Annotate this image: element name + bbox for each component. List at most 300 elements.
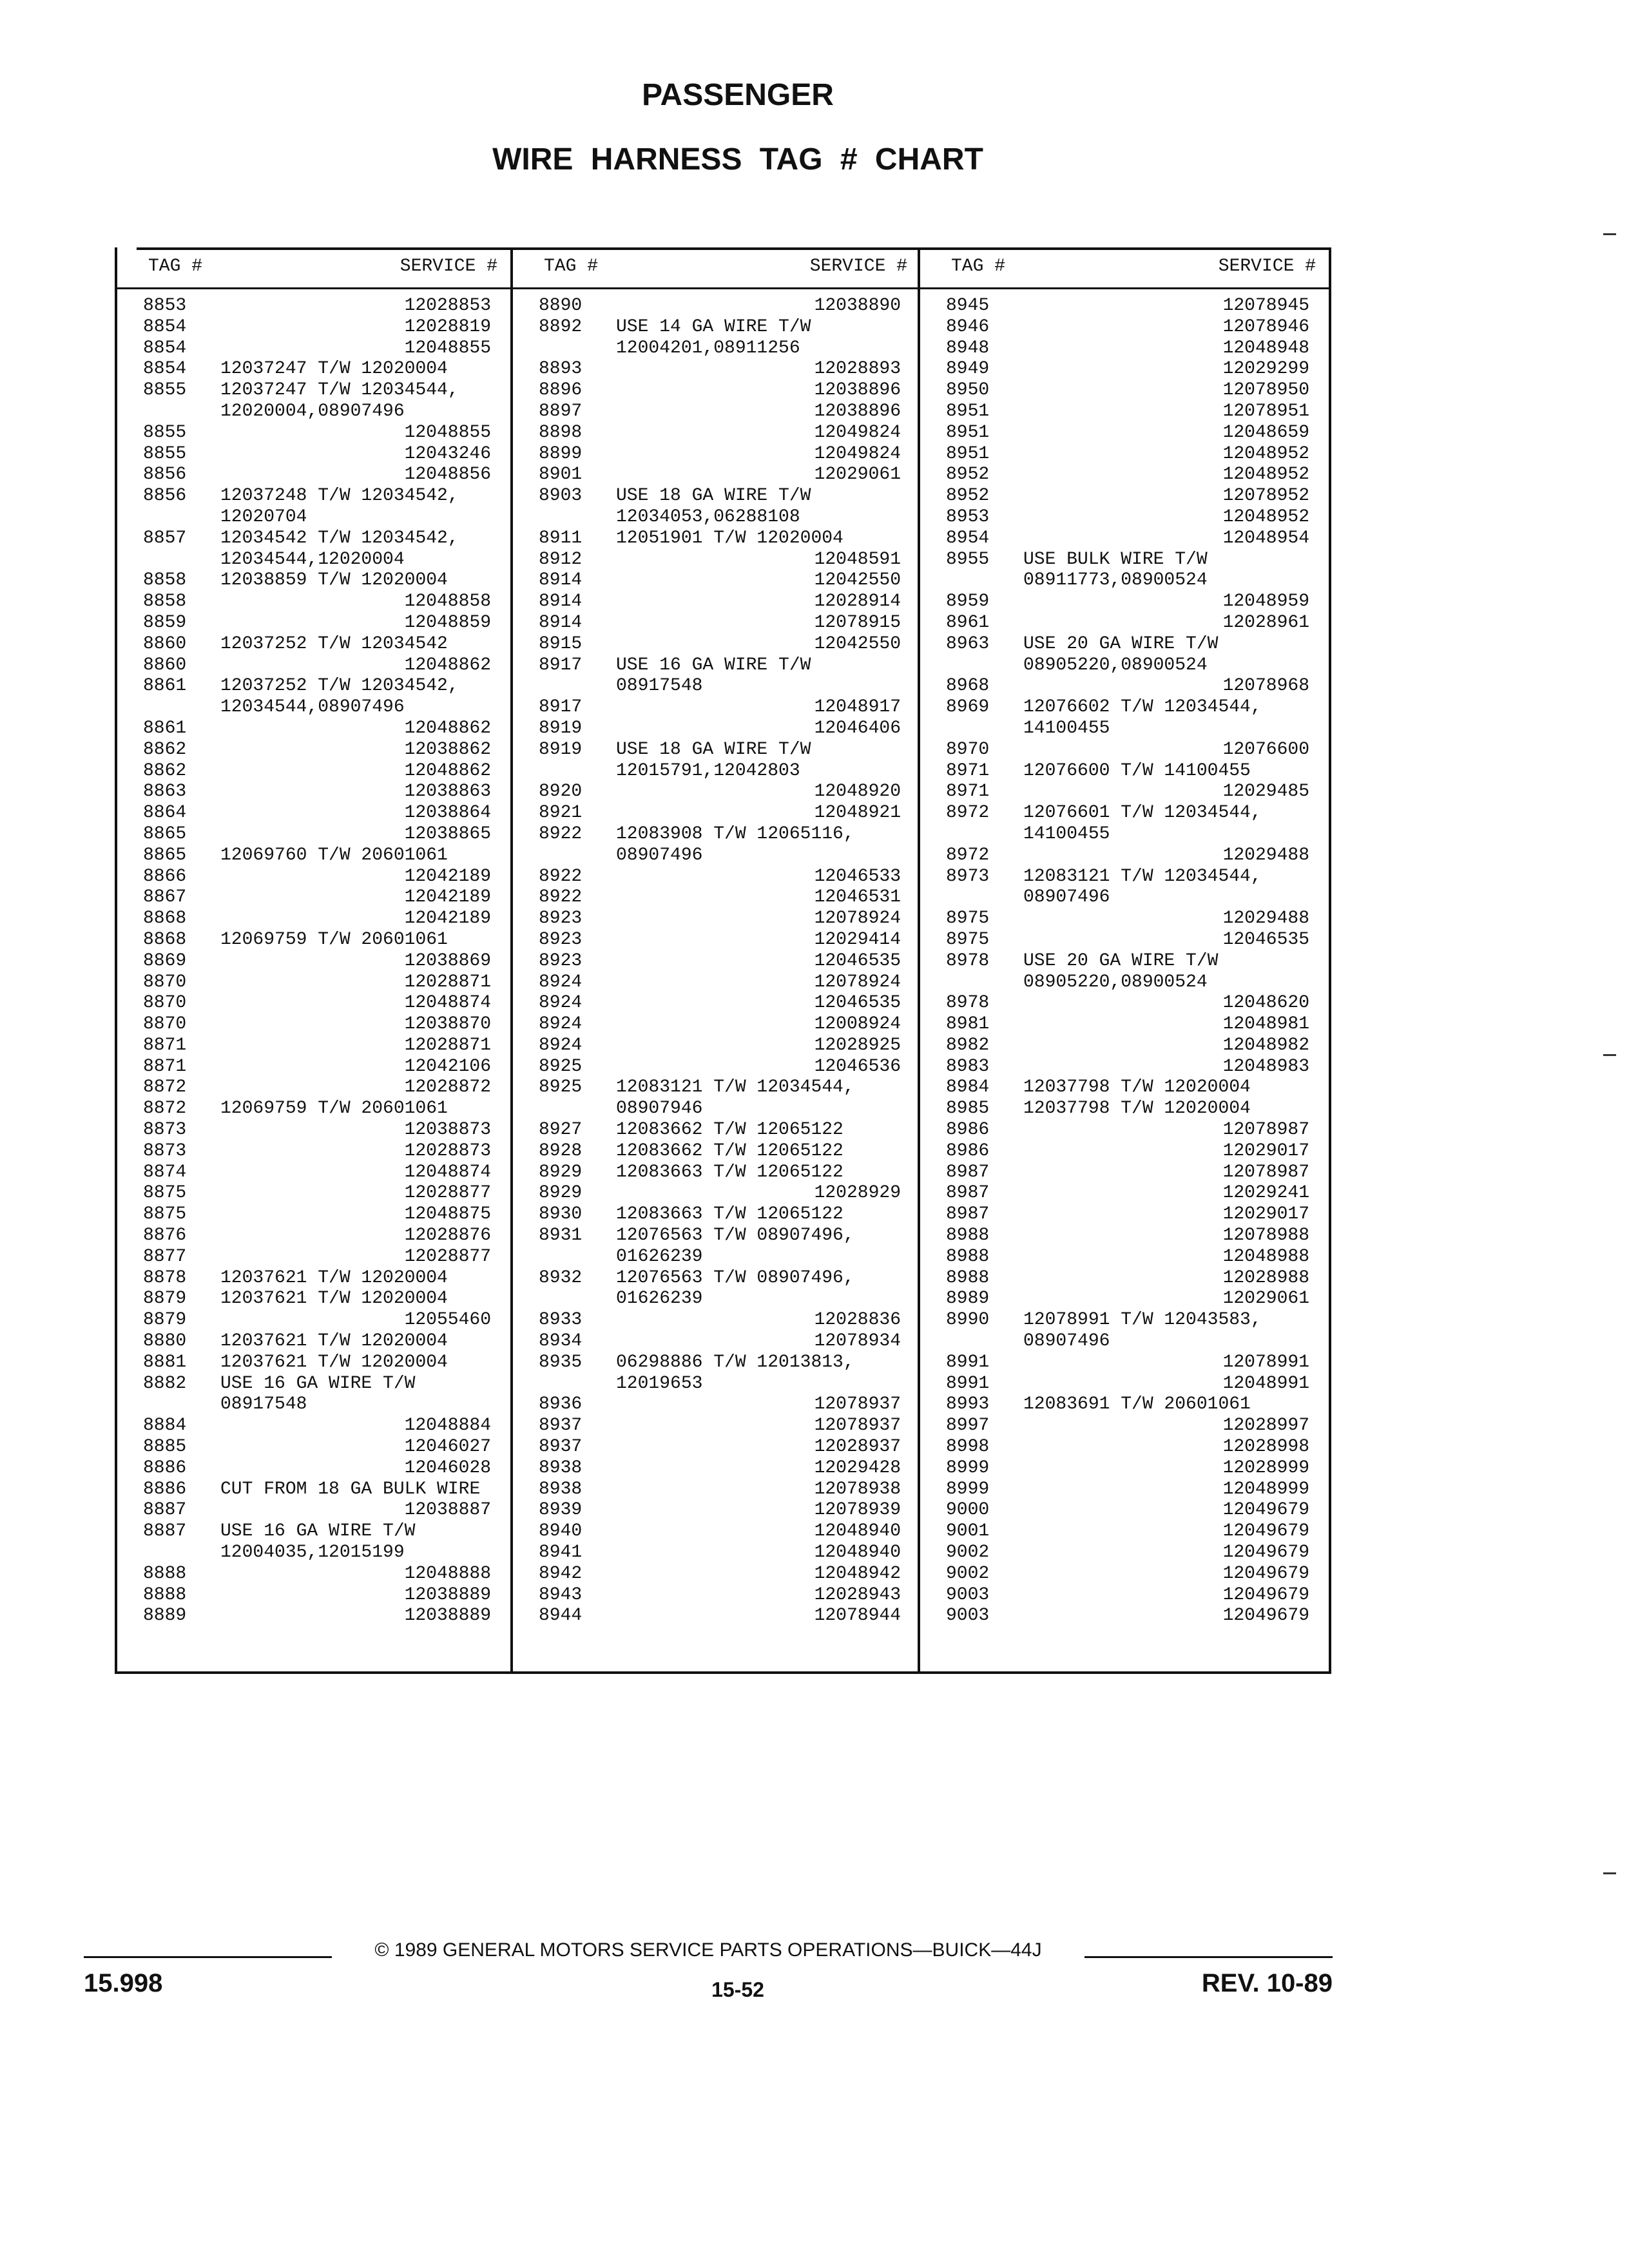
service-number: 12046028 xyxy=(404,1457,491,1478)
tag-number: 8993 xyxy=(946,1394,990,1415)
rows-col-2 xyxy=(513,296,920,1627)
tag-number: 8948 xyxy=(946,338,990,358)
tag-number: 8914 xyxy=(539,591,583,612)
service-note: 12034544,08907496 xyxy=(220,697,405,718)
table-row xyxy=(117,1120,510,1141)
table-row xyxy=(920,338,1329,360)
service-number: 12038864 xyxy=(404,803,491,823)
page-title-line1: PASSENGER xyxy=(642,78,834,112)
tag-number: 8873 xyxy=(143,1120,187,1140)
tag-number: 8897 xyxy=(539,401,583,421)
table-row xyxy=(920,887,1329,908)
tag-number: 8952 xyxy=(946,465,990,485)
service-number: 12048884 xyxy=(404,1416,491,1436)
service-number: 12076600 xyxy=(1222,739,1309,760)
service-number: 12078924 xyxy=(814,908,901,929)
tag-number: 8987 xyxy=(946,1183,990,1204)
table-row xyxy=(117,1416,510,1437)
table-row xyxy=(920,782,1329,803)
table-row xyxy=(117,338,510,360)
tag-number: 8890 xyxy=(539,296,583,316)
table-row xyxy=(920,761,1329,782)
tag-number: 8865 xyxy=(143,845,187,865)
tag-number: 8975 xyxy=(946,929,990,950)
service-note: 12015791,12042803 xyxy=(616,760,800,781)
service-number: 12038896 xyxy=(814,401,901,421)
service-number: 12048948 xyxy=(1222,338,1309,358)
table-row xyxy=(117,1183,510,1204)
service-number: 12078937 xyxy=(814,1394,901,1415)
tag-number: 8922 xyxy=(539,887,583,908)
tag-number: 8989 xyxy=(946,1289,990,1309)
tag-number: 8854 xyxy=(143,338,187,358)
table-row xyxy=(513,507,920,528)
table-row xyxy=(513,993,920,1014)
table-row xyxy=(117,908,510,930)
table-row xyxy=(117,1374,510,1395)
table-row xyxy=(117,296,510,317)
revision-label: REV. 10-89 xyxy=(1201,1969,1333,1997)
tag-number: 8914 xyxy=(539,570,583,591)
table-row xyxy=(117,1564,510,1585)
tag-number: 8889 xyxy=(143,1606,187,1626)
table-row xyxy=(117,655,510,677)
table-row xyxy=(117,782,510,803)
table-row xyxy=(513,1374,920,1395)
service-note: 08907496 xyxy=(616,845,703,865)
tag-number: 8943 xyxy=(539,1584,583,1605)
table-row xyxy=(513,613,920,634)
table-row xyxy=(920,824,1329,845)
service-number: 12042189 xyxy=(404,887,491,908)
service-number: 12048862 xyxy=(404,760,491,781)
table-row xyxy=(513,401,920,423)
tag-number: 8912 xyxy=(539,549,583,570)
table-column-3 xyxy=(918,247,1329,1671)
table-row xyxy=(513,1141,920,1162)
service-number: 12048982 xyxy=(1222,1035,1309,1055)
service-number: 12078950 xyxy=(1222,380,1309,401)
table-row xyxy=(117,1057,510,1078)
service-note: 12034544,12020004 xyxy=(220,549,405,570)
tag-number: 8855 xyxy=(143,380,187,401)
table-row xyxy=(513,528,920,550)
tag-number: 8886 xyxy=(143,1457,187,1478)
table-row xyxy=(513,591,920,613)
tag-number: 8921 xyxy=(539,803,583,823)
tag-number: 8858 xyxy=(143,591,187,612)
tag-number: 8973 xyxy=(946,866,990,887)
service-number: 12049679 xyxy=(1222,1584,1309,1605)
tag-number: 8898 xyxy=(539,422,583,443)
service-note: USE 16 GA WIRE T/W xyxy=(220,1373,416,1394)
service-note: 12069760 T/W 20601061 xyxy=(220,845,448,865)
table-row xyxy=(513,930,920,951)
tag-number: 8961 xyxy=(946,612,990,633)
service-number: 12048921 xyxy=(814,803,901,823)
service-note: 12034053,06288108 xyxy=(616,506,800,527)
tag-number: 8938 xyxy=(539,1457,583,1478)
tag-number: 8888 xyxy=(143,1584,187,1605)
table-row xyxy=(117,845,510,867)
table-row xyxy=(920,570,1329,591)
table-row xyxy=(117,1458,510,1479)
rows-col-1 xyxy=(117,296,510,1627)
service-number: 12048855 xyxy=(404,422,491,443)
tag-number: 8860 xyxy=(143,655,187,675)
table-row xyxy=(513,1564,920,1585)
table-row xyxy=(920,507,1329,528)
table-row xyxy=(513,824,920,845)
table-row xyxy=(920,528,1329,550)
tag-number: 8991 xyxy=(946,1352,990,1372)
tag-number: 8922 xyxy=(539,823,583,844)
tag-number: 8934 xyxy=(539,1331,583,1352)
table-row xyxy=(117,401,510,423)
tag-number: 8875 xyxy=(143,1183,187,1204)
service-number: 12029061 xyxy=(1222,1289,1309,1309)
table-row xyxy=(513,887,920,908)
table-row xyxy=(513,1077,920,1099)
tag-number: 8854 xyxy=(143,359,187,380)
table-row xyxy=(920,613,1329,634)
table-row xyxy=(117,423,510,444)
service-note: 08917548 xyxy=(220,1394,307,1415)
service-number: 12042550 xyxy=(814,570,901,591)
service-note: 08911773,08900524 xyxy=(1023,570,1208,591)
table-row xyxy=(117,824,510,845)
table-row xyxy=(513,1183,920,1204)
table-row xyxy=(117,718,510,740)
table-row xyxy=(117,1500,510,1521)
table-row xyxy=(513,718,920,740)
service-number: 12046533 xyxy=(814,866,901,887)
service-number: 12048591 xyxy=(814,549,901,570)
service-number: 12028961 xyxy=(1222,612,1309,633)
table-row xyxy=(117,317,510,338)
table-row xyxy=(513,296,920,317)
service-number: 12046406 xyxy=(814,718,901,738)
tag-number: 8968 xyxy=(946,676,990,697)
service-number: 12048988 xyxy=(1222,1246,1309,1267)
table-row xyxy=(513,359,920,380)
tag-number: 8936 xyxy=(539,1394,583,1415)
service-number: 12028871 xyxy=(404,1035,491,1055)
service-note: 12037247 T/W 12020004 xyxy=(220,359,448,380)
table-row xyxy=(920,676,1329,697)
tag-number: 8978 xyxy=(946,950,990,971)
tag-number: 8875 xyxy=(143,1204,187,1225)
tag-number: 8988 xyxy=(946,1225,990,1246)
service-note: 12083908 T/W 12065116, xyxy=(616,823,854,844)
table-row xyxy=(117,1141,510,1162)
service-note: 12037798 T/W 12020004 xyxy=(1023,1099,1251,1119)
tag-number: 8987 xyxy=(946,1204,990,1225)
tag-number: 8929 xyxy=(539,1183,583,1204)
service-note: 12076563 T/W 08907496, xyxy=(616,1267,854,1288)
service-number: 12028836 xyxy=(814,1310,901,1331)
service-note: 14100455 xyxy=(1023,718,1110,738)
service-number: 12048942 xyxy=(814,1563,901,1584)
service-number: 12048920 xyxy=(814,782,901,802)
table-row xyxy=(920,1162,1329,1184)
service-note: USE 18 GA WIRE T/W xyxy=(616,486,811,506)
tag-number: 8923 xyxy=(539,929,583,950)
footer-rule-row xyxy=(84,1933,1333,1972)
tag-number: 8868 xyxy=(143,908,187,929)
column-header xyxy=(920,247,1329,289)
service-note: 12004201,08911256 xyxy=(616,338,800,358)
service-number: 12055460 xyxy=(404,1310,491,1331)
table-row xyxy=(117,444,510,465)
service-number: 12078924 xyxy=(814,972,901,992)
table-row xyxy=(920,423,1329,444)
tag-number: 8940 xyxy=(539,1521,583,1542)
footer-rule-left xyxy=(84,1956,332,1958)
service-note: 12037621 T/W 12020004 xyxy=(220,1331,448,1352)
service-number: 12048959 xyxy=(1222,591,1309,612)
service-number: 12028943 xyxy=(814,1584,901,1605)
service-number: 12046531 xyxy=(814,887,901,908)
service-number: 12028929 xyxy=(814,1183,901,1204)
service-number: 12028873 xyxy=(404,1140,491,1161)
service-note: CUT FROM 18 GA BULK WIRE xyxy=(220,1479,481,1499)
tag-number: 9002 xyxy=(946,1563,990,1584)
service-number: 12028871 xyxy=(404,972,491,992)
tag-number: 9002 xyxy=(946,1542,990,1563)
tag-number: 8888 xyxy=(143,1563,187,1584)
table-row xyxy=(117,1204,510,1225)
service-note: USE BULK WIRE T/W xyxy=(1023,549,1208,570)
tag-number: 8924 xyxy=(539,972,583,992)
table-row xyxy=(513,1458,920,1479)
service-number: 12078991 xyxy=(1222,1352,1309,1372)
table-row xyxy=(513,803,920,824)
tag-number: 8971 xyxy=(946,760,990,781)
tag-number: 9001 xyxy=(946,1521,990,1542)
tag-number: 8858 xyxy=(143,570,187,591)
table-row xyxy=(920,930,1329,951)
tag-number: 8903 xyxy=(539,486,583,506)
table-row xyxy=(513,655,920,677)
table-row xyxy=(920,1310,1329,1331)
service-number: 12048855 xyxy=(404,338,491,358)
service-number: 12029017 xyxy=(1222,1140,1309,1161)
table-row xyxy=(920,1352,1329,1374)
table-row xyxy=(920,845,1329,867)
tag-number: 8975 xyxy=(946,908,990,929)
table-row xyxy=(117,1225,510,1247)
table-row xyxy=(513,1247,920,1268)
service-number: 12048874 xyxy=(404,1162,491,1182)
table-row xyxy=(513,1162,920,1184)
service-number: 12029241 xyxy=(1222,1183,1309,1204)
table-row xyxy=(513,338,920,360)
service-note: 12076601 T/W 12034544, xyxy=(1023,803,1262,823)
service-number: 12048940 xyxy=(814,1542,901,1563)
service-note: 08917548 xyxy=(616,676,703,697)
service-number: 12028998 xyxy=(1222,1437,1309,1457)
service-number: 12048917 xyxy=(814,697,901,718)
service-number: 12078946 xyxy=(1222,316,1309,337)
service-number: 12038887 xyxy=(404,1500,491,1521)
service-note: 12083121 T/W 12034544, xyxy=(1023,866,1262,887)
table-row xyxy=(117,550,510,571)
tag-number: 8953 xyxy=(946,506,990,527)
service-number: 12028853 xyxy=(404,296,491,316)
service-number: 12029488 xyxy=(1222,845,1309,865)
table-row xyxy=(920,740,1329,761)
table-row xyxy=(513,972,920,994)
tag-number: 8944 xyxy=(539,1606,583,1626)
table-row xyxy=(117,1585,510,1606)
service-number: 12046535 xyxy=(814,993,901,1014)
tag-number: 8872 xyxy=(143,1077,187,1098)
service-number: 12048940 xyxy=(814,1521,901,1542)
service-note: 12083663 T/W 12065122 xyxy=(616,1204,843,1225)
table-row xyxy=(513,1416,920,1437)
service-number: 12038869 xyxy=(404,950,491,971)
table-row xyxy=(920,1183,1329,1204)
table-row xyxy=(920,359,1329,380)
service-number: 12046535 xyxy=(1222,929,1309,950)
tag-number: 8901 xyxy=(539,465,583,485)
table-row xyxy=(513,1204,920,1225)
service-number: 12048999 xyxy=(1222,1479,1309,1499)
service-number: 12042189 xyxy=(404,866,491,887)
tag-number: 8986 xyxy=(946,1140,990,1161)
tag-number: 8997 xyxy=(946,1416,990,1436)
tag-number: 8990 xyxy=(946,1310,990,1331)
tag-number: 8999 xyxy=(946,1457,990,1478)
service-note: 12076602 T/W 12034544, xyxy=(1023,697,1262,718)
tag-number: 8991 xyxy=(946,1373,990,1394)
tag-number: 8981 xyxy=(946,1014,990,1035)
service-note: 01626239 xyxy=(616,1289,703,1309)
service-note: 12020704 xyxy=(220,506,307,527)
service-number: 12078945 xyxy=(1222,296,1309,316)
tag-number: 8982 xyxy=(946,1035,990,1055)
service-number: 12078988 xyxy=(1222,1225,1309,1246)
table-column-2 xyxy=(510,247,920,1671)
service-note: 12037621 T/W 12020004 xyxy=(220,1352,448,1372)
table-row xyxy=(920,1479,1329,1501)
service-number: 12078915 xyxy=(814,612,901,633)
service-number: 12029017 xyxy=(1222,1204,1309,1225)
table-row xyxy=(920,401,1329,423)
service-number: 12048856 xyxy=(404,465,491,485)
service-number: 12049679 xyxy=(1222,1563,1309,1584)
service-number: 12078939 xyxy=(814,1500,901,1521)
table-row xyxy=(513,444,920,465)
tag-number: 8925 xyxy=(539,1077,583,1098)
table-row xyxy=(920,1289,1329,1310)
service-number: 12042189 xyxy=(404,908,491,929)
table-row xyxy=(920,444,1329,465)
table-row xyxy=(920,1564,1329,1585)
service-note: 12083663 T/W 12065122 xyxy=(616,1162,843,1182)
table-row xyxy=(920,1035,1329,1057)
service-number: 12078987 xyxy=(1222,1162,1309,1182)
tag-number: 8938 xyxy=(539,1479,583,1499)
service-number: 12078951 xyxy=(1222,401,1309,421)
table-row xyxy=(920,867,1329,888)
margin-tick-mark xyxy=(1603,1054,1616,1056)
tag-number: 8884 xyxy=(143,1416,187,1436)
tag-number: 8917 xyxy=(539,697,583,718)
page-title-line2: WIRE HARNESS TAG # CHART xyxy=(492,142,983,177)
tag-number: 8931 xyxy=(539,1225,583,1246)
service-number: 12038870 xyxy=(404,1014,491,1035)
section-number: 15.998 xyxy=(84,1969,163,1997)
tag-number: 8946 xyxy=(946,316,990,337)
table-row xyxy=(513,380,920,401)
tag-number: 8857 xyxy=(143,528,187,548)
service-note: 12069759 T/W 20601061 xyxy=(220,929,448,950)
service-note: 12076563 T/W 08907496, xyxy=(616,1225,854,1246)
table-row xyxy=(513,845,920,867)
tag-number: 8879 xyxy=(143,1289,187,1309)
service-note: 12037798 T/W 12020004 xyxy=(1023,1077,1251,1098)
service-note: 12020004,08907496 xyxy=(220,401,405,421)
service-number: 12028914 xyxy=(814,591,901,612)
table-row xyxy=(920,591,1329,613)
service-number: 12048981 xyxy=(1222,1014,1309,1035)
tag-number: 8951 xyxy=(946,443,990,464)
service-note: 08905220,08900524 xyxy=(1023,655,1208,675)
service-number: 12078987 xyxy=(1222,1120,1309,1140)
tag-number: 8864 xyxy=(143,803,187,823)
table-row xyxy=(117,1035,510,1057)
table-row xyxy=(920,1268,1329,1289)
service-note: 12019653 xyxy=(616,1373,703,1394)
tag-number: 8930 xyxy=(539,1204,583,1225)
service-number: 12049824 xyxy=(814,443,901,464)
service-number: 12078968 xyxy=(1222,676,1309,697)
tag-number: 8853 xyxy=(143,296,187,316)
tag-number: 8886 xyxy=(143,1479,187,1499)
page-number: 15-52 xyxy=(711,1978,764,2001)
service-number: 12038889 xyxy=(404,1584,491,1605)
table-row xyxy=(920,465,1329,486)
service-number: 12048875 xyxy=(404,1204,491,1225)
table-row xyxy=(513,1310,920,1331)
table-row xyxy=(117,697,510,718)
service-note: 12083121 T/W 12034544, xyxy=(616,1077,854,1098)
table-row xyxy=(920,380,1329,401)
tag-number: 8862 xyxy=(143,760,187,781)
table-row xyxy=(920,1585,1329,1606)
tag-number: 8868 xyxy=(143,929,187,950)
service-number: 12078938 xyxy=(814,1479,901,1499)
service-number: 12028877 xyxy=(404,1183,491,1204)
service-note: 12037247 T/W 12034544, xyxy=(220,380,459,401)
service-number: 12038863 xyxy=(404,782,491,802)
tag-number: 8983 xyxy=(946,1056,990,1077)
table-row xyxy=(513,1120,920,1141)
footer-rule-right xyxy=(1084,1956,1333,1958)
tag-number: 8933 xyxy=(539,1310,583,1331)
table-row xyxy=(513,782,920,803)
tag-number: 8865 xyxy=(143,823,187,844)
service-number: 12028877 xyxy=(404,1246,491,1267)
tag-number: 8924 xyxy=(539,1014,583,1035)
tag-number: 8861 xyxy=(143,718,187,738)
table-row xyxy=(513,1331,920,1352)
service-number: 12042106 xyxy=(404,1056,491,1077)
service-note: 12037252 T/W 12034542, xyxy=(220,676,459,697)
service-number: 12028997 xyxy=(1222,1416,1309,1436)
